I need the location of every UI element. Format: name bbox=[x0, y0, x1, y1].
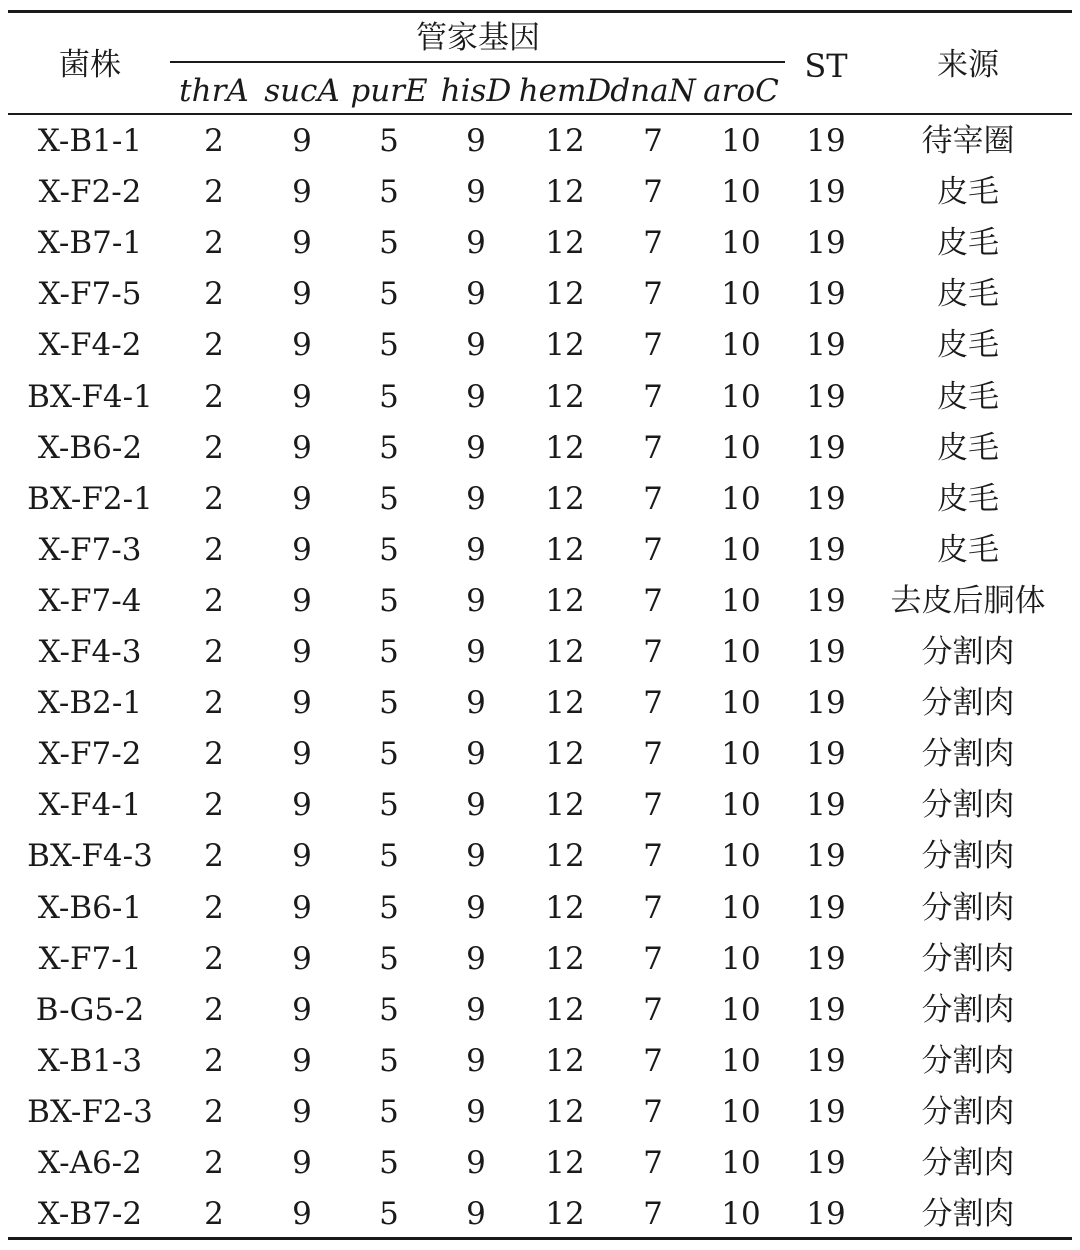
allele-cell: 2 bbox=[204, 1042, 224, 1079]
allele-cell: 2 bbox=[204, 838, 224, 875]
allele-cell: 12 bbox=[545, 531, 585, 568]
allele-cell: 12 bbox=[545, 327, 585, 364]
strain-cell: X-B7-2 bbox=[37, 1196, 143, 1233]
source-cell: 皮毛 bbox=[937, 531, 999, 568]
allele-cell: 9 bbox=[292, 1042, 312, 1079]
allele-cell: 5 bbox=[379, 889, 399, 926]
source-cell: 待宰圈 bbox=[921, 123, 1015, 159]
st-cell: 19 bbox=[806, 838, 846, 875]
strain-cell: BX-F4-3 bbox=[27, 838, 153, 875]
source-cell: 分割肉 bbox=[921, 1093, 1015, 1130]
allele-cell: 9 bbox=[292, 685, 312, 722]
allele-cell: 10 bbox=[721, 225, 761, 262]
strain-cell: X-F7-3 bbox=[38, 531, 142, 568]
header-gene-pure: purE bbox=[350, 73, 428, 109]
allele-cell: 7 bbox=[643, 634, 663, 670]
allele-cell: 10 bbox=[721, 838, 761, 875]
allele-cell: 9 bbox=[292, 327, 312, 364]
allele-cell: 10 bbox=[721, 429, 761, 466]
strain-cell: X-F2-2 bbox=[38, 174, 142, 211]
allele-cell: 9 bbox=[466, 787, 486, 824]
allele-cell: 7 bbox=[643, 378, 663, 415]
header-gene-hemd: hemD bbox=[518, 73, 612, 109]
strain-cell: X-B2-1 bbox=[37, 685, 143, 722]
bottom-rule bbox=[8, 1237, 1072, 1240]
allele-cell: 2 bbox=[204, 1145, 224, 1181]
allele-cell: 7 bbox=[643, 1196, 663, 1233]
allele-cell: 10 bbox=[721, 276, 761, 313]
allele-cell: 7 bbox=[643, 889, 663, 926]
allele-cell: 7 bbox=[643, 531, 663, 568]
allele-cell: 5 bbox=[379, 634, 399, 670]
allele-cell: 9 bbox=[466, 123, 486, 159]
strain-cell: X-F7-1 bbox=[38, 940, 142, 977]
allele-cell: 12 bbox=[545, 378, 585, 415]
allele-cell: 9 bbox=[292, 225, 312, 262]
allele-cell: 9 bbox=[292, 276, 312, 313]
allele-cell: 5 bbox=[379, 123, 399, 159]
allele-cell: 12 bbox=[545, 889, 585, 926]
allele-cell: 2 bbox=[204, 889, 224, 926]
source-cell: 皮毛 bbox=[937, 480, 999, 517]
allele-cell: 9 bbox=[292, 1196, 312, 1233]
allele-cell: 9 bbox=[292, 123, 312, 159]
source-cell: 分割肉 bbox=[921, 736, 1015, 773]
allele-cell: 10 bbox=[721, 378, 761, 415]
allele-cell: 12 bbox=[545, 736, 585, 773]
allele-cell: 10 bbox=[721, 1093, 761, 1130]
allele-cell: 12 bbox=[545, 276, 585, 313]
source-cell: 分割肉 bbox=[921, 940, 1015, 977]
strain-cell: X-A6-2 bbox=[38, 1145, 142, 1181]
allele-cell: 7 bbox=[643, 838, 663, 875]
allele-cell: 9 bbox=[292, 838, 312, 875]
allele-cell: 2 bbox=[204, 582, 224, 619]
allele-cell: 7 bbox=[643, 736, 663, 773]
allele-cell: 12 bbox=[545, 838, 585, 875]
strain-cell: BX-F2-3 bbox=[27, 1093, 153, 1130]
source-cell: 分割肉 bbox=[921, 889, 1015, 926]
allele-cell: 9 bbox=[466, 685, 486, 722]
allele-cell: 10 bbox=[721, 1196, 761, 1233]
st-cell: 19 bbox=[806, 787, 846, 824]
allele-cell: 12 bbox=[545, 787, 585, 824]
allele-cell: 5 bbox=[379, 940, 399, 977]
allele-cell: 9 bbox=[466, 889, 486, 926]
allele-cell: 7 bbox=[643, 787, 663, 824]
allele-cell: 5 bbox=[379, 327, 399, 364]
allele-cell: 9 bbox=[292, 889, 312, 926]
allele-cell: 2 bbox=[204, 123, 224, 159]
source-cell: 皮毛 bbox=[937, 225, 999, 262]
source-cell: 去皮后胴体 bbox=[890, 582, 1046, 619]
allele-cell: 2 bbox=[204, 787, 224, 824]
st-cell: 19 bbox=[806, 276, 846, 313]
source-cell: 分割肉 bbox=[921, 787, 1015, 824]
allele-cell: 10 bbox=[721, 123, 761, 159]
allele-cell: 2 bbox=[204, 276, 224, 313]
allele-cell: 7 bbox=[643, 123, 663, 159]
source-cell: 皮毛 bbox=[937, 174, 999, 211]
allele-cell: 9 bbox=[292, 634, 312, 670]
allele-cell: 9 bbox=[466, 174, 486, 211]
strain-cell: X-F4-2 bbox=[38, 327, 142, 364]
strain-cell: X-F4-1 bbox=[38, 787, 142, 824]
allele-cell: 9 bbox=[466, 378, 486, 415]
header-gene-group: 管家基因 bbox=[416, 20, 540, 56]
allele-cell: 10 bbox=[721, 480, 761, 517]
allele-cell: 2 bbox=[204, 531, 224, 568]
allele-cell: 12 bbox=[545, 123, 585, 159]
allele-cell: 5 bbox=[379, 378, 399, 415]
allele-cell: 9 bbox=[466, 531, 486, 568]
allele-cell: 5 bbox=[379, 685, 399, 722]
st-cell: 19 bbox=[806, 225, 846, 262]
allele-cell: 10 bbox=[721, 634, 761, 670]
allele-cell: 9 bbox=[466, 225, 486, 262]
allele-cell: 9 bbox=[292, 480, 312, 517]
allele-cell: 12 bbox=[545, 940, 585, 977]
source-cell: 分割肉 bbox=[921, 685, 1015, 722]
st-cell: 19 bbox=[806, 327, 846, 364]
allele-cell: 12 bbox=[545, 1093, 585, 1130]
allele-cell: 9 bbox=[466, 736, 486, 773]
allele-cell: 10 bbox=[721, 327, 761, 364]
allele-cell: 12 bbox=[545, 634, 585, 670]
source-cell: 皮毛 bbox=[937, 378, 999, 415]
st-cell: 19 bbox=[806, 1093, 846, 1130]
header-gene-thra: thrA bbox=[179, 73, 249, 109]
strain-cell: BX-F4-1 bbox=[27, 378, 153, 415]
allele-cell: 2 bbox=[204, 327, 224, 364]
st-cell: 19 bbox=[806, 1042, 846, 1079]
allele-cell: 10 bbox=[721, 787, 761, 824]
allele-cell: 9 bbox=[466, 429, 486, 466]
st-cell: 19 bbox=[806, 480, 846, 517]
allele-cell: 9 bbox=[466, 327, 486, 364]
source-cell: 分割肉 bbox=[921, 1196, 1015, 1233]
allele-cell: 2 bbox=[204, 174, 224, 211]
allele-cell: 9 bbox=[466, 1145, 486, 1181]
header-gene-dnan: dnaN bbox=[610, 73, 696, 109]
allele-cell: 2 bbox=[204, 225, 224, 262]
allele-cell: 12 bbox=[545, 1196, 585, 1233]
allele-cell: 10 bbox=[721, 1042, 761, 1079]
allele-cell: 10 bbox=[721, 174, 761, 211]
allele-cell: 7 bbox=[643, 174, 663, 211]
allele-cell: 10 bbox=[721, 531, 761, 568]
allele-cell: 5 bbox=[379, 1145, 399, 1181]
strain-cell: B-G5-2 bbox=[35, 991, 145, 1028]
header-st: ST bbox=[804, 47, 848, 85]
allele-cell: 9 bbox=[466, 940, 486, 977]
st-cell: 19 bbox=[806, 1196, 846, 1233]
header-gene-aroc: aroC bbox=[703, 73, 779, 109]
allele-cell: 10 bbox=[721, 1145, 761, 1181]
allele-cell: 5 bbox=[379, 276, 399, 313]
allele-cell: 10 bbox=[721, 991, 761, 1028]
source-cell: 分割肉 bbox=[921, 838, 1015, 875]
st-cell: 19 bbox=[806, 174, 846, 211]
st-cell: 19 bbox=[806, 889, 846, 926]
allele-cell: 12 bbox=[545, 685, 585, 722]
strain-cell: X-F4-3 bbox=[38, 634, 142, 670]
source-cell: 皮毛 bbox=[937, 429, 999, 466]
allele-cell: 7 bbox=[643, 582, 663, 619]
allele-cell: 7 bbox=[643, 991, 663, 1028]
allele-cell: 2 bbox=[204, 1093, 224, 1130]
allele-cell: 12 bbox=[545, 991, 585, 1028]
allele-cell: 10 bbox=[721, 582, 761, 619]
allele-cell: 2 bbox=[204, 940, 224, 977]
strain-cell: BX-F2-1 bbox=[27, 480, 153, 517]
allele-cell: 9 bbox=[292, 1093, 312, 1130]
allele-cell: 7 bbox=[643, 1093, 663, 1130]
allele-cell: 5 bbox=[379, 531, 399, 568]
allele-cell: 9 bbox=[292, 582, 312, 619]
header-gene-suca: sucA bbox=[264, 73, 340, 109]
allele-cell: 9 bbox=[292, 378, 312, 415]
allele-cell: 2 bbox=[204, 378, 224, 415]
allele-cell: 2 bbox=[204, 634, 224, 670]
allele-cell: 2 bbox=[204, 480, 224, 517]
st-cell: 19 bbox=[806, 1145, 846, 1181]
strain-cell: X-F7-2 bbox=[38, 736, 142, 773]
allele-cell: 2 bbox=[204, 429, 224, 466]
allele-cell: 9 bbox=[292, 787, 312, 824]
st-cell: 19 bbox=[806, 634, 846, 670]
strain-cell: X-B6-1 bbox=[37, 889, 143, 926]
allele-cell: 7 bbox=[643, 940, 663, 977]
strain-cell: X-F7-5 bbox=[38, 276, 142, 313]
allele-cell: 9 bbox=[466, 480, 486, 517]
allele-cell: 9 bbox=[466, 838, 486, 875]
header-strain: 菌株 bbox=[59, 47, 121, 83]
allele-cell: 10 bbox=[721, 889, 761, 926]
allele-cell: 5 bbox=[379, 787, 399, 824]
allele-cell: 9 bbox=[292, 1145, 312, 1181]
header-gene-hisd: hisD bbox=[440, 73, 512, 109]
top-rule bbox=[8, 10, 1072, 13]
allele-cell: 9 bbox=[292, 940, 312, 977]
allele-cell: 7 bbox=[643, 1042, 663, 1079]
allele-cell: 9 bbox=[292, 736, 312, 773]
allele-cell: 12 bbox=[545, 1042, 585, 1079]
allele-cell: 5 bbox=[379, 1196, 399, 1233]
allele-cell: 10 bbox=[721, 736, 761, 773]
strain-cell: X-B1-3 bbox=[37, 1042, 143, 1079]
allele-cell: 10 bbox=[721, 685, 761, 722]
allele-cell: 2 bbox=[204, 1196, 224, 1233]
source-cell: 皮毛 bbox=[937, 327, 999, 364]
allele-cell: 9 bbox=[466, 1042, 486, 1079]
header-rule bbox=[8, 113, 1072, 115]
allele-cell: 7 bbox=[643, 429, 663, 466]
allele-cell: 12 bbox=[545, 1145, 585, 1181]
allele-cell: 12 bbox=[545, 225, 585, 262]
allele-cell: 7 bbox=[643, 225, 663, 262]
allele-cell: 5 bbox=[379, 480, 399, 517]
allele-cell: 7 bbox=[643, 685, 663, 722]
source-cell: 分割肉 bbox=[921, 1145, 1015, 1181]
allele-cell: 9 bbox=[466, 991, 486, 1028]
allele-cell: 9 bbox=[292, 429, 312, 466]
strain-cell: X-F7-4 bbox=[38, 582, 142, 619]
allele-cell: 9 bbox=[466, 634, 486, 670]
allele-cell: 7 bbox=[643, 327, 663, 364]
st-cell: 19 bbox=[806, 736, 846, 773]
allele-cell: 5 bbox=[379, 1042, 399, 1079]
allele-cell: 2 bbox=[204, 736, 224, 773]
st-cell: 19 bbox=[806, 685, 846, 722]
allele-cell: 5 bbox=[379, 1093, 399, 1130]
allele-cell: 5 bbox=[379, 582, 399, 619]
allele-cell: 9 bbox=[292, 991, 312, 1028]
allele-cell: 12 bbox=[545, 582, 585, 619]
allele-cell: 9 bbox=[466, 582, 486, 619]
allele-cell: 2 bbox=[204, 685, 224, 722]
allele-cell: 12 bbox=[545, 174, 585, 211]
source-cell: 皮毛 bbox=[937, 276, 999, 313]
st-cell: 19 bbox=[806, 940, 846, 977]
st-cell: 19 bbox=[806, 378, 846, 415]
source-cell: 分割肉 bbox=[921, 1042, 1015, 1079]
allele-cell: 5 bbox=[379, 429, 399, 466]
allele-cell: 5 bbox=[379, 174, 399, 211]
st-cell: 19 bbox=[806, 991, 846, 1028]
allele-cell: 9 bbox=[466, 1196, 486, 1233]
gene-group-rule bbox=[170, 61, 785, 63]
allele-cell: 9 bbox=[466, 1093, 486, 1130]
st-cell: 19 bbox=[806, 582, 846, 619]
allele-cell: 7 bbox=[643, 276, 663, 313]
source-cell: 分割肉 bbox=[921, 991, 1015, 1028]
allele-cell: 12 bbox=[545, 480, 585, 517]
st-cell: 19 bbox=[806, 531, 846, 568]
allele-cell: 5 bbox=[379, 838, 399, 875]
allele-cell: 5 bbox=[379, 736, 399, 773]
strain-cell: X-B6-2 bbox=[37, 429, 143, 466]
allele-cell: 9 bbox=[292, 531, 312, 568]
allele-cell: 10 bbox=[721, 940, 761, 977]
st-cell: 19 bbox=[806, 123, 846, 159]
allele-cell: 9 bbox=[466, 276, 486, 313]
st-cell: 19 bbox=[806, 429, 846, 466]
allele-cell: 5 bbox=[379, 225, 399, 262]
allele-cell: 5 bbox=[379, 991, 399, 1028]
source-cell: 分割肉 bbox=[921, 634, 1015, 670]
strain-cell: X-B1-1 bbox=[37, 123, 143, 159]
allele-cell: 9 bbox=[292, 174, 312, 211]
allele-cell: 2 bbox=[204, 991, 224, 1028]
allele-cell: 7 bbox=[643, 480, 663, 517]
header-source: 来源 bbox=[937, 47, 999, 83]
strain-cell: X-B7-1 bbox=[37, 225, 143, 262]
allele-cell: 7 bbox=[643, 1145, 663, 1181]
allele-cell: 12 bbox=[545, 429, 585, 466]
